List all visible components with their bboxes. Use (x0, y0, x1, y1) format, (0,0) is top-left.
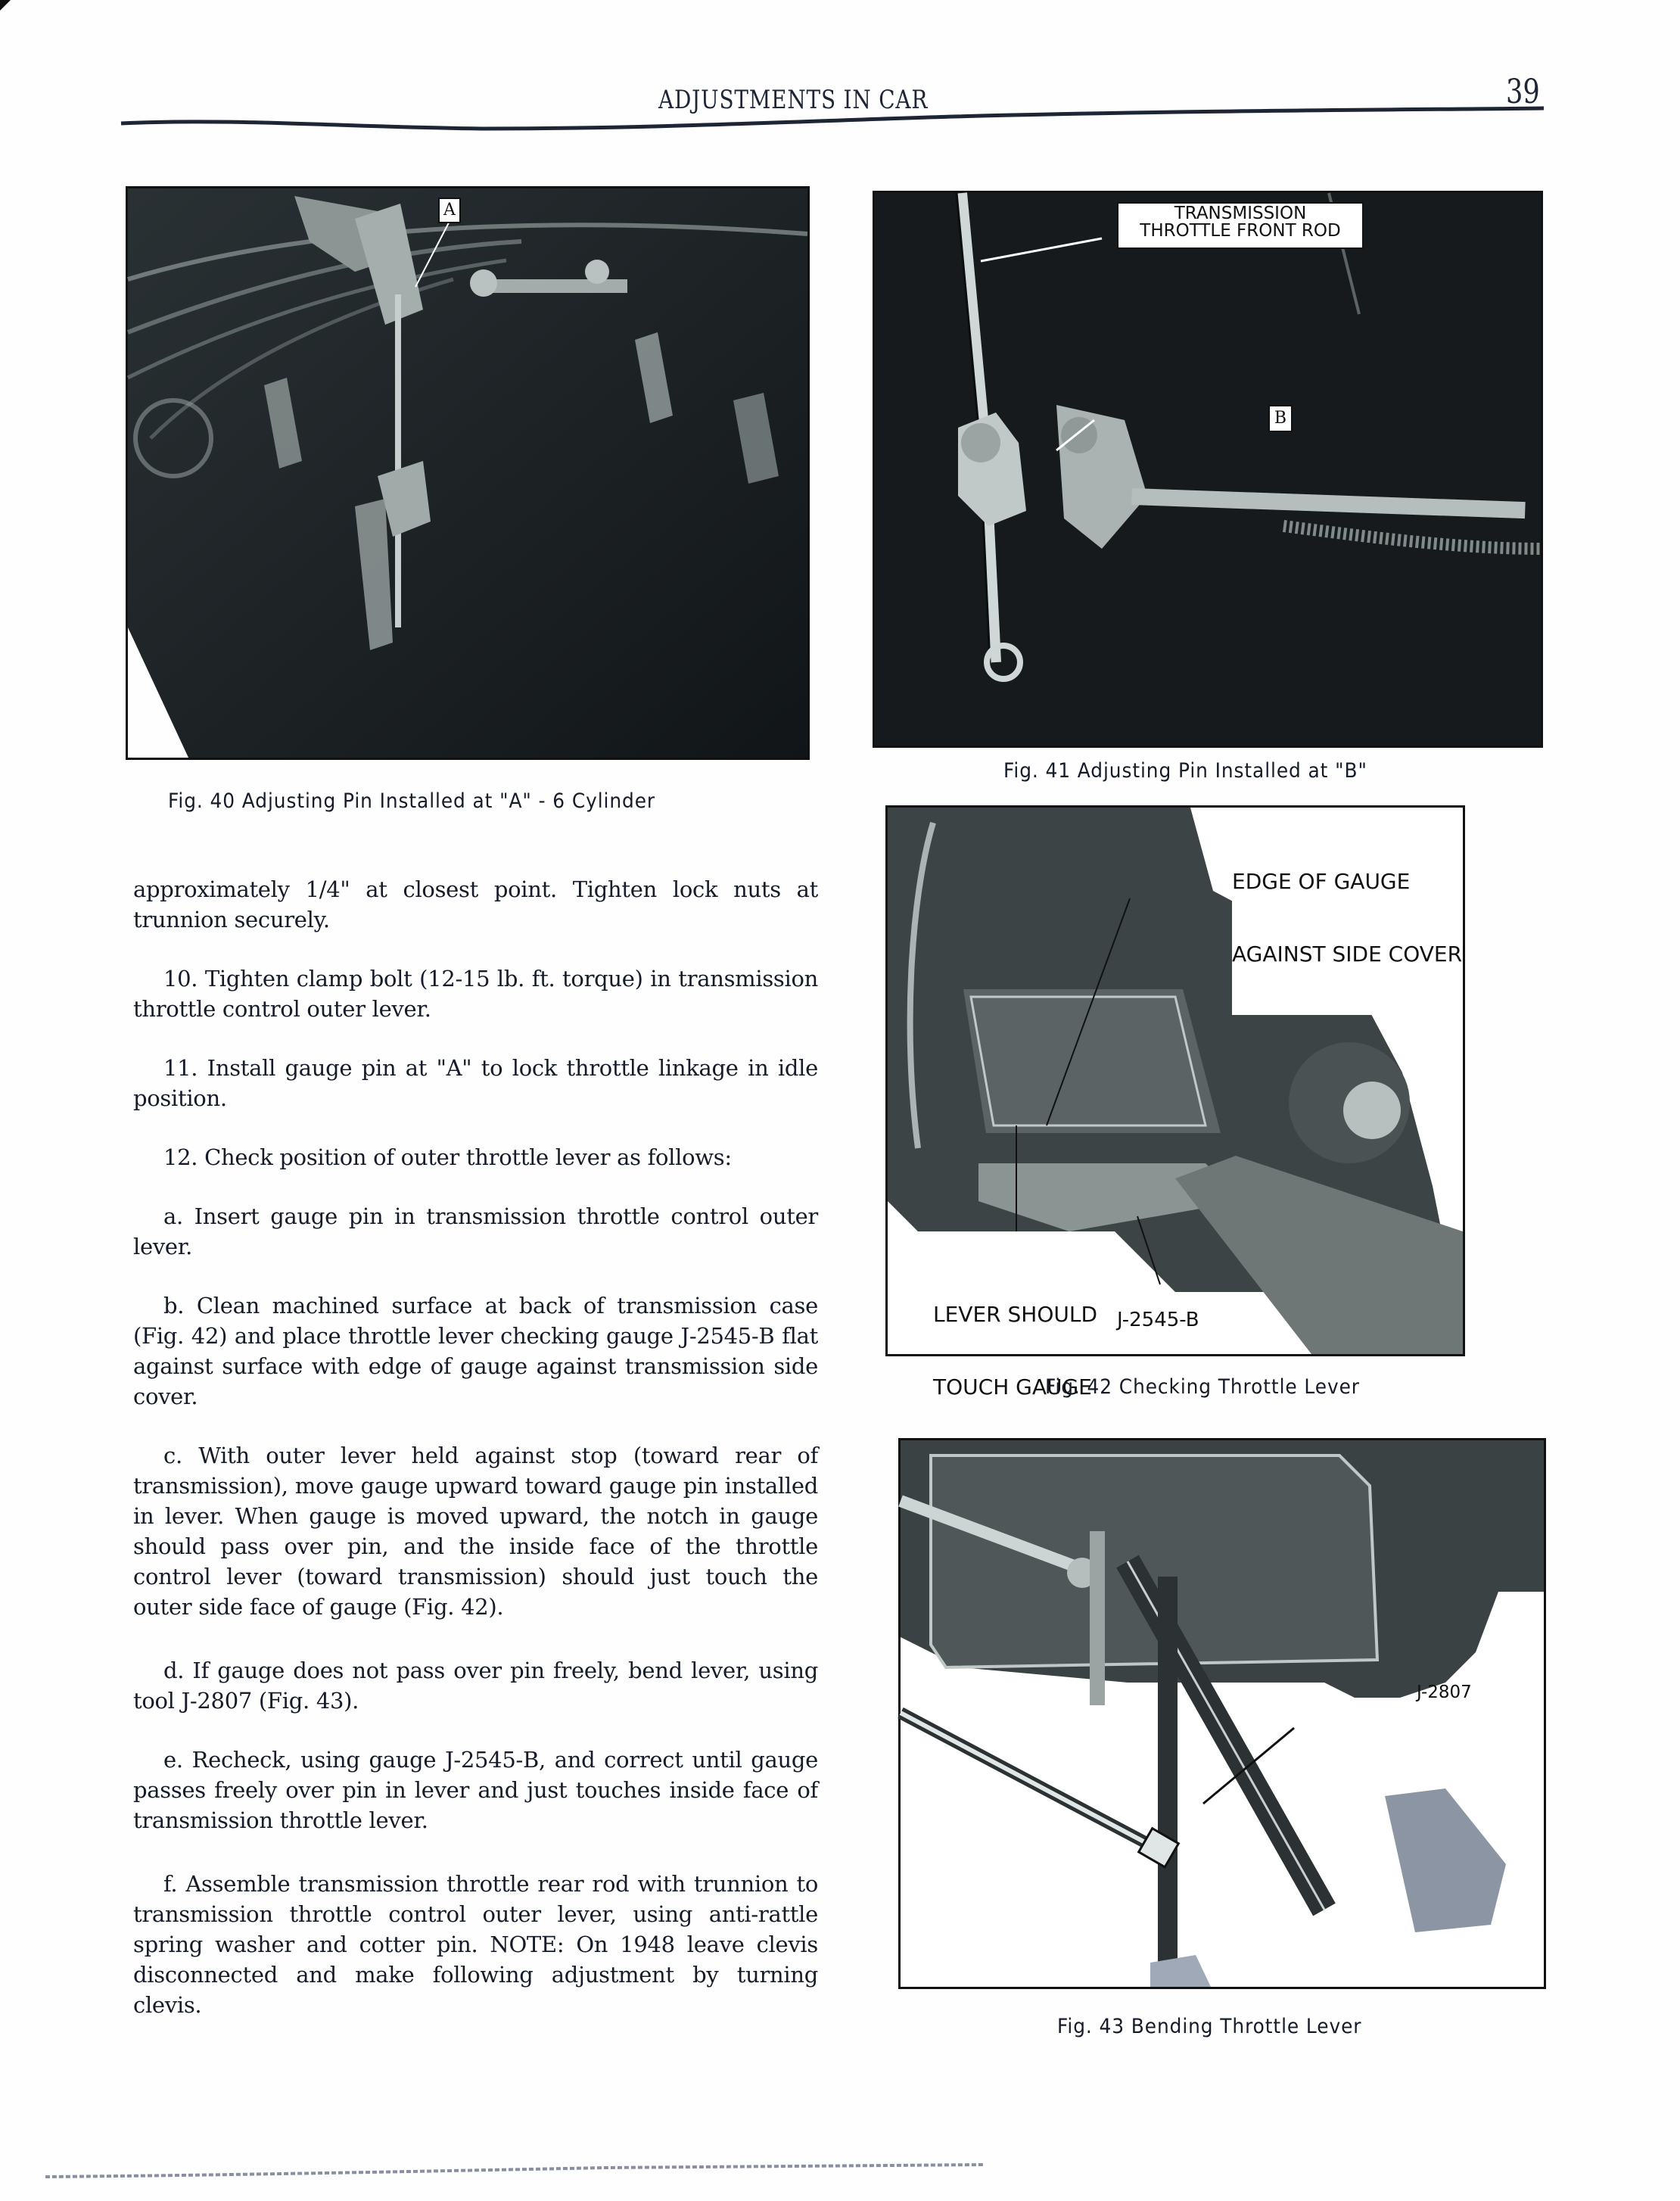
fig43-caption: Fig. 43 Bending Throttle Lever (1057, 2015, 1362, 2038)
fig42-callout-lever (933, 1254, 1097, 1448)
step-12d: d. If gauge does not pass over pin freely, bend lever, using tool J-2807 (Fig. 43). (133, 1658, 818, 1714)
scan-corner (0, 0, 11, 11)
fig42-callout-edge (1232, 821, 1462, 1015)
fig42-callout-lever-line1: LEVER SHOULD (933, 1302, 1098, 1327)
fig40-linkage-illustration (128, 188, 807, 758)
header-rule (121, 106, 1544, 129)
fig42-callout-lever-line2: TOUCH GAUGE (933, 1374, 1092, 1399)
fig42-caption: Fig. 42 Checking Throttle Lever (1045, 1375, 1360, 1399)
fig41-callout-rod-line2: THROTTLE FRONT ROD (1140, 221, 1341, 241)
step-11: 11. Install gauge pin at "A" to lock throttle linkage in idle position. (133, 1055, 818, 1111)
fig42-callout-edge-line1: EDGE OF GAUGE (1232, 869, 1411, 894)
fig43-frame (898, 1438, 1546, 1989)
fig41-photo (873, 191, 1543, 748)
fig40-caption: Fig. 40 Adjusting Pin Installed at "A" - 6 Cylinder (168, 789, 656, 813)
step-12c: c. With outer lever held against stop (toward rear of transmission), move gauge upward toward gauge pin installed in lever. When gauge is moved upward, the notch in gauge should pass over pin, and the inside face of the throttle control lever (toward transmission) should just touch the outer side face of gauge (Fig. 42). (133, 1443, 818, 1620)
fig41-callout-b: B (1268, 405, 1293, 432)
fig41-callout-rod-line1: TRANSMISSION (1174, 204, 1307, 223)
step-10: 10. Tighten clamp bolt (12-15 lb. ft. torque) in transmission throttle control outer lever. (133, 966, 818, 1022)
fig41-caption: Fig. 41 Adjusting Pin Installed at "B" (1003, 759, 1367, 783)
scan-edge-smudge (0, 2165, 984, 2180)
fig43-bending-illustration (901, 1440, 1544, 1987)
fig42-callout-tool: J-2545-B (1117, 1309, 1199, 1331)
fig41-linkage-illustration (875, 193, 1541, 746)
step-12: 12. Check position of outer throttle lever as follows: (163, 1144, 732, 1170)
step-12a: a. Insert gauge pin in transmission throttle control outer lever. (133, 1203, 818, 1259)
step-12f: f. Assemble transmission throttle rear rod with trunnion to transmission throttle control outer lever, using anti-rattle spring washer and cotter pin. NOTE: On 1948 leave clevis disconnected and make following adjustment by turning clevis. (133, 1871, 818, 2018)
page-number: 39 (1506, 73, 1540, 111)
fig40-callout-a: A (438, 198, 461, 223)
running-head: ADJUSTMENTS IN CAR (658, 85, 929, 115)
body-text (133, 874, 818, 2049)
fig41-callout-rod (1117, 202, 1364, 249)
step-12e: e. Recheck, using gauge J-2545-B, and correct until gauge passes freely over pin in lever and just touches inside face of transmission throttle lever. (133, 1747, 818, 1833)
fig43-callout-tool: J-2807 (1417, 1683, 1472, 1702)
fig42-callout-edge-line2: AGAINST SIDE COVER (1232, 942, 1463, 967)
body-paragraph-continuation: approximately 1/4" at closest point. Tighten lock nuts at trunnion securely. (133, 876, 818, 932)
fig40-photo (126, 186, 810, 760)
step-12b: b. Clean machined surface at back of transmission case (Fig. 42) and place throttle lever checking gauge J-2545-B flat against surface with edge of gauge against transmission side cover. (133, 1293, 818, 1409)
